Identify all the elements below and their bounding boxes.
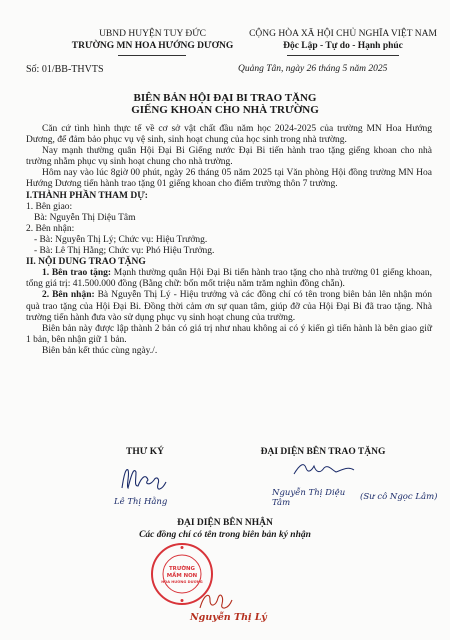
- motto: Độc Lập - Tự do - Hạnh phúc: [283, 41, 403, 51]
- giver-note: (Sư cô Ngọc Lâm): [360, 492, 438, 502]
- paragraph-basis: Căn cứ tình hình thực tế về cơ sở vật chất đầu năm học 2024-2025 của trường MN Hoa Hướng Dương, để đảm bảo phục vụ vệ sinh, sinh hoạt chung của học sinh trong nhà trường.: [26, 124, 432, 146]
- org-name: TRƯỜNG MN HOA HƯỚNG DƯƠNG: [71, 41, 234, 51]
- content-item-1-label: 1. Bên trao tặng:: [42, 268, 112, 279]
- seal-line-2: MẦM NON: [166, 573, 198, 579]
- content-item-1-text: Mạnh thường quân Hội Đại Bi tiến hành trao tặng cho nhà trường 01 giếng khoan, tổng giá trị: 41.500.000 đồng (Bằng chữ: bốn mốt triệu năm trăm nghìn đồng chẵn).: [26, 268, 433, 290]
- paragraph-closing: Biên bản kết thúc cùng ngày./.: [42, 345, 158, 356]
- giver-signature: [290, 458, 360, 482]
- paragraph-copies: Biên bản này được lập thành 2 bản có giá trị như nhau không ai có ý kiến gì tiến hành là bên giao giữ 1 bản, bên nhận giữ 1 bản.: [26, 323, 432, 345]
- receiver-title: ĐẠI DIỆN BÊN NHẬN: [177, 518, 273, 528]
- receiver-person-2: - Bà: Lê Thị Hằng; Chức vụ: Phó Hiệu Trưởng.: [34, 246, 215, 257]
- secretary-signature: [116, 462, 176, 496]
- title-line-2: GIẾNG KHOAN CHO NHÀ TRƯỜNG: [131, 104, 319, 116]
- giver-title: ĐẠI DIỆN BÊN TRAO TẶNG: [260, 447, 386, 457]
- receiver-name: Nguyễn Thị Lý: [190, 612, 267, 623]
- paragraph-time-place: Hôm nay vào lúc 8giờ 00 phút, ngày 26 tháng 05 năm 2025 tại Văn phòng Hội đồng trường MN Hoa Hướng Dương tiến hành trao tặng 01 giếng khoan cho điểm trường thôn 7 trường.: [26, 168, 432, 190]
- document-number: Số: 01/BB-THVTS: [26, 64, 104, 75]
- giver-person: Bà: Nguyễn Thị Diệu Tâm: [34, 212, 136, 223]
- content-item-2: [26, 290, 432, 323]
- header-left: [60, 28, 245, 52]
- title-line-1: BIÊN BẢN HỘI ĐẠI BI TRAO TẶNG: [133, 92, 317, 104]
- seal-line-3: HOA HƯỚNG DƯƠNG: [161, 580, 203, 584]
- content-item-1: [26, 268, 432, 290]
- giver-name: Nguyễn Thị Diệu Tâm: [272, 488, 346, 508]
- motto-underline: [287, 55, 399, 56]
- section-content: II. NỘI DUNG TRAO TẶNG: [26, 257, 146, 268]
- org-parent: UBND HUYỆN TUY ĐỨC: [99, 29, 206, 39]
- receiver-subtitle: Các đồng chí có tên trong biên bản ký nhận: [139, 530, 311, 540]
- org-underline: [118, 55, 186, 56]
- seal-line-1: TRƯỜNG: [169, 566, 195, 572]
- receiver-person-1: - Bà: Nguyễn Thị Lý; Chức vụ: Hiệu Trưởng.: [34, 234, 208, 245]
- document-body: [26, 124, 432, 357]
- paragraph-donation: Nay mạnh thường quân Hội Đại Bi Giếng nước Đại Bi tiến hành trao tặng giếng khoan cho nhà trường nhằm phục vụ sinh hoạt chung cho nhà trường.: [26, 146, 432, 168]
- content-item-2-label: 2. Bên nhận:: [42, 290, 95, 301]
- nation-name: CỘNG HÒA XÃ HỘI CHỦ NGHĨA VIỆT NAM: [249, 29, 437, 39]
- header-right: [243, 28, 443, 52]
- place-date: Quảng Tân, ngày 26 tháng 5 năm 2025: [238, 64, 388, 74]
- content-item-2-text: Bà Nguyễn Thị Lý - Hiệu trưởng và các đồng chí có tên trong biên bản lên nhận món quà trao tặng của Hội Đại Bi. Đồng thời cảm ơn sự quan tâm, giúp đỡ của Hội Đại Bi đã trao tặng. Nhà trường tiến hành đưa vào sử dụng phục vụ sinh hoạt chung của trường.: [26, 290, 432, 323]
- giver-label: 1. Bên giao:: [26, 201, 73, 212]
- secretary-name: Lê Thị Hằng: [114, 497, 168, 507]
- receiver-label: 2. Bên nhận:: [26, 223, 75, 234]
- secretary-title: THƯ KÝ: [126, 447, 164, 457]
- section-participants: I.THÀNH PHẦN THAM DỰ:: [26, 190, 148, 201]
